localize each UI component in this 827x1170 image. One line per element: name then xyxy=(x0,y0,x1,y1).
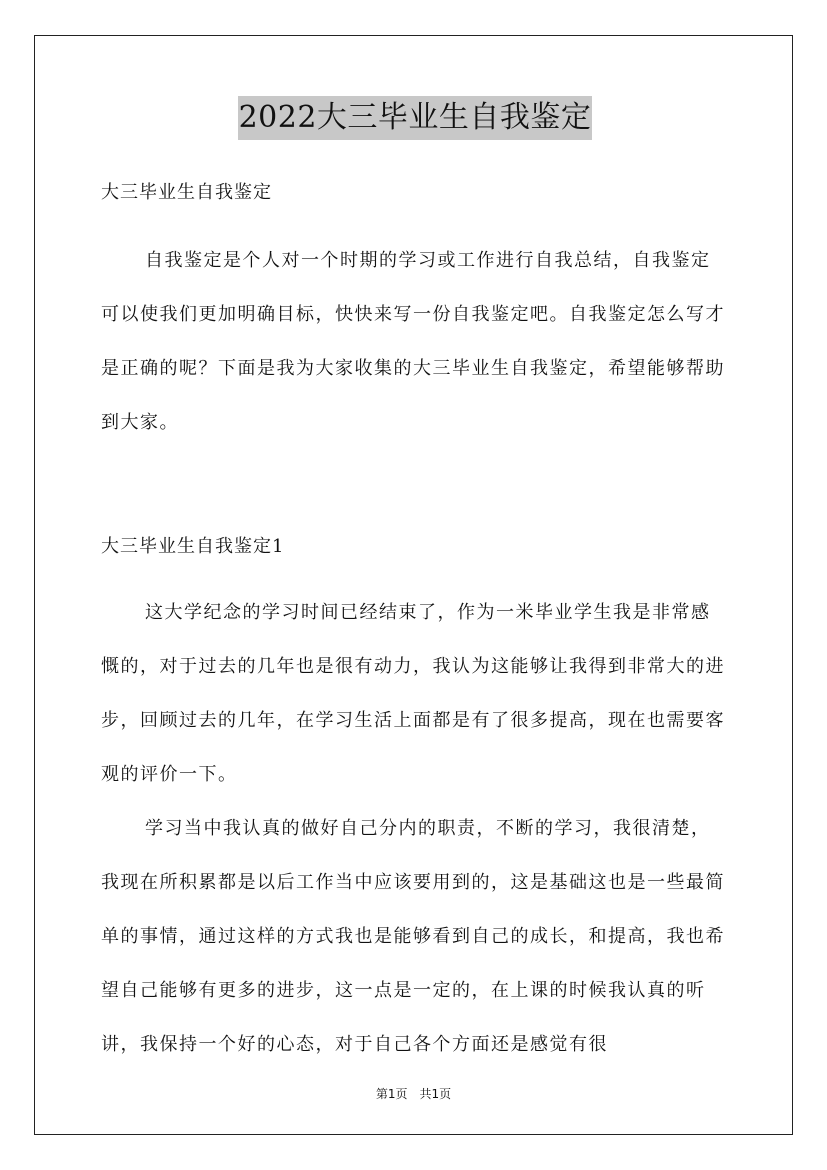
document-title: 2022大三毕业生自我鉴定 xyxy=(238,96,593,140)
document-body xyxy=(101,96,729,1072)
intro-paragraph: 自我鉴定是个人对一个时期的学习或工作进行自我总结，自我鉴定可以使我们更加明确目标，快快来写一份自我鉴定吧。自我鉴定怎么写才是正确的呢？下面是我为大家收集的大三毕业生自我鉴定，希望能够帮助到大家。 xyxy=(101,250,725,433)
section-paragraph-2: 学习当中我认真的做好自己分内的职责，不断的学习，我很清楚，我现在所积累都是以后工作当中应该要用到的，这是基础这也是一些最简单的事情，通过这样的方式我也是能够看到自己的成长，和提高，我也希望自己能够有更多的进步，这一点是一定的，在上课的时候我认真的听讲，我保持一个好的心态，对于自己各个方面还是感觉有很 xyxy=(101,818,725,1055)
section-heading: 大三毕业生自我鉴定1 xyxy=(101,536,285,557)
title-wrap xyxy=(101,96,729,140)
page-footer: 第1页 共1页 xyxy=(375,1087,452,1101)
subtitle: 大三毕业生自我鉴定 xyxy=(101,182,272,203)
section-paragraph-1: 这大学纪念的学习时间已经结束了，作为一米毕业学生我是非常感慨的，对于过去的几年也是很有动力，我认为这能够让我得到非常大的进步，回顾过去的几年，在学习生活上面都是有了很多提高，现在也需要客观的评价一下。 xyxy=(101,602,725,785)
